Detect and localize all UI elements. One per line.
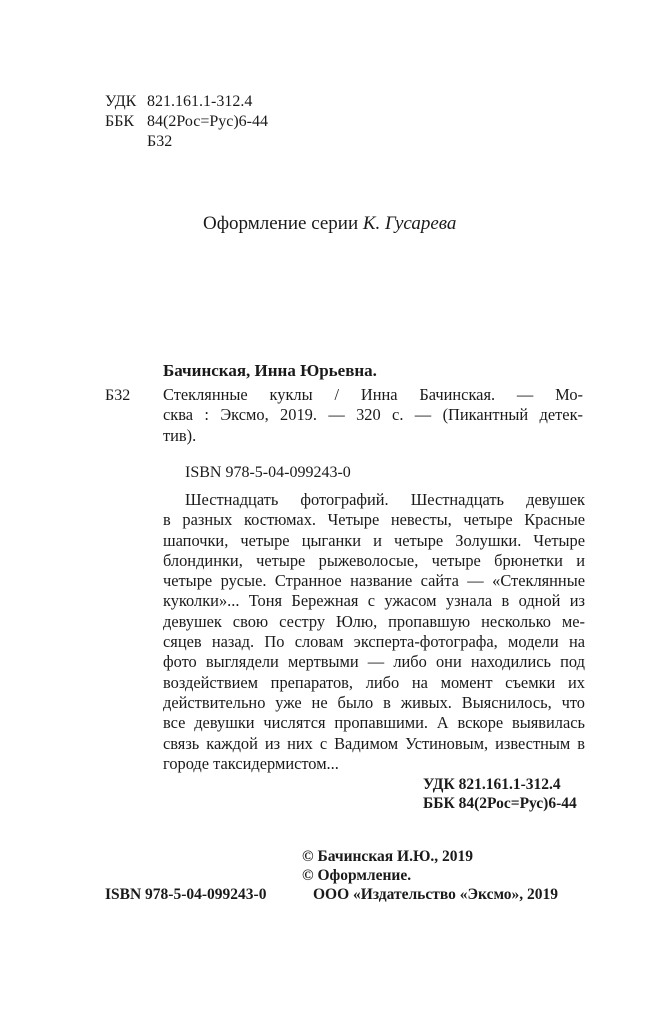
series-credit — [203, 213, 456, 235]
annotation-line: действительно уже не было в живых. Выяснилось, что — [163, 692, 585, 712]
catalog-description — [163, 385, 583, 446]
udk-label: УДК — [105, 93, 137, 110]
annotation-line: в разных костюмах. Четыре невесты, четыре Красные — [163, 510, 585, 530]
annotation — [163, 490, 585, 774]
annotation-line: воздействием препаратов, либо на момент съемки их — [163, 672, 585, 692]
catalog-author: Бачинская, Инна Юрьевна. — [163, 361, 377, 380]
catalog-mark: Б32 — [105, 387, 131, 404]
annotation-line: куколки»... Тоня Бережная с ужасом узнала в одной из — [163, 591, 585, 611]
bbk-label: ББК — [105, 113, 135, 130]
annotation-line: шапочки, четыре цыганки и четыре Золушки. Четыре — [163, 530, 585, 550]
catalog-line: Стеклянные куклы / Инна Бачинская. — Мо- — [163, 385, 583, 404]
bbk-line — [105, 112, 268, 132]
footer-isbn: ISBN 978-5-04-099243-0 — [105, 886, 267, 903]
series-label: Оформление серии — [203, 213, 359, 234]
bbk-value: 84(2Рос=Рус)6-44 — [147, 113, 269, 130]
copyright-design: © Оформление. — [302, 867, 412, 884]
annotation-line: блондинки, четыре рыжеволосые, четыре брюнетки и — [163, 550, 585, 570]
bbk-bold: ББК 84(2Рос=Рус)6-44 — [423, 795, 577, 812]
annotation-line: Шестнадцать фотографий. Шестнадцать девушек — [185, 490, 585, 509]
catalog-isbn: ISBN 978-5-04-099243-0 — [185, 464, 351, 481]
annotation-line: связь каждой из них с Вадимом Устиновым, известным в — [163, 733, 585, 753]
udk-line — [105, 92, 252, 112]
author-mark: Б32 — [147, 133, 173, 150]
catalog-line: тив). — [163, 425, 197, 445]
udk-value: 821.161.1-312.4 — [147, 93, 253, 110]
annotation-line: четыре русые. Странное название сайта — «Стеклянные — [163, 571, 585, 591]
footer-publisher: ООО «Издательство «Эксмо», 2019 — [313, 886, 559, 903]
series-designer: К. Гусарева — [362, 213, 457, 234]
copyright-author: © Бачинская И.Ю., 2019 — [302, 848, 474, 865]
annotation-line: девушек свою сестру Юлю, пропавшую несколько ме- — [163, 611, 585, 631]
annotation-line: все девушки числятся пропавшими. А вскоре выявилась — [163, 713, 585, 733]
annotation-line: сяцев назад. По словам эксперта-фотографа, модели на — [163, 632, 585, 652]
udk-bold: УДК 821.161.1-312.4 — [423, 776, 561, 793]
catalog-line: сква : Эксмо, 2019. — 320 с. — (Пикантный детек- — [163, 405, 583, 425]
annotation-line: городе таксидермистом... — [163, 753, 339, 773]
annotation-line: фото выглядели мертвыми — либо они находились под — [163, 652, 585, 672]
